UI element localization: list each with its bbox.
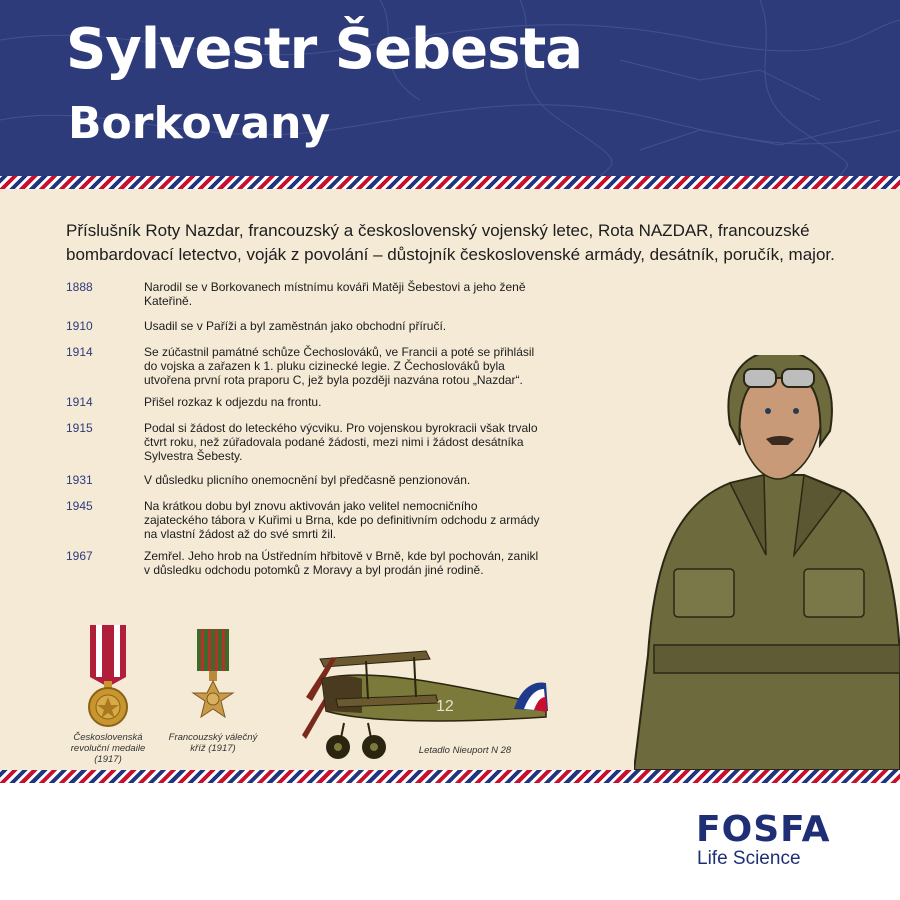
- timeline-year: 1910: [66, 319, 93, 333]
- plane-caption: Letadlo Nieuport N 28: [418, 745, 512, 756]
- intro-paragraph: Příslušník Roty Nazdar, francouzský a československý vojenský letec, Rota NAZDAR, francouzské bombardovací letectvo, voják z povolání – důstojník československé armády, desátník, poručík, major.: [66, 221, 835, 264]
- timeline-year: 1931: [66, 473, 93, 487]
- aviator-portrait-icon: [634, 355, 900, 770]
- medal-1-caption: Československá revoluční medaile (1917): [70, 732, 146, 765]
- plane-number: 12: [436, 698, 454, 715]
- timeline-text: Na krátkou dobu byl znovu aktivován jako velitel nemocničního zajateckého tábora v Kuřimi u Brna, kde po definitivním odchodu z armády na vlastní žádost až do své smrti žil.: [144, 499, 540, 541]
- timeline-text: Narodil se v Borkovanech místnímu kováři Matěji Šebestovi a jeho ženě Kateřině.: [144, 280, 526, 308]
- timeline-text: V důsledku plicního onemocnění byl předčasně penzionován.: [144, 473, 471, 487]
- timeline-year: 1888: [66, 280, 93, 294]
- timeline-year: 1914: [66, 345, 93, 359]
- timeline-text: Přišel rozkaz k odjezdu na frontu.: [144, 395, 322, 409]
- war-cross-icon: [191, 629, 235, 727]
- timeline-year: 1915: [66, 421, 93, 435]
- timeline-text: Se zúčastnil památné schůze Čechoslováků, ve Francii a poté se přihlásil do vojska a zařazen k 1. pluku cizinecké legie. Z Čechoslováků byla utvořena první rota praporu C, jež byla později nazvána rotou „Nazdar“.: [144, 345, 535, 387]
- timeline-text: Podal si žádost do leteckého výcviku. Pro vojenskou byrokracii však trvalo čtvrt roku, než zúřadovala podané žádosti, mezi nimi i žádost desátníka Sylvestra Šebesty.: [144, 421, 538, 463]
- timeline-year: 1967: [66, 549, 93, 563]
- timeline-year: 1945: [66, 499, 93, 513]
- page-title: Sylvestr Šebesta: [66, 17, 582, 82]
- tricolor-border-bottom: [0, 770, 900, 783]
- fosfa-tagline: Life Science: [697, 848, 801, 869]
- timeline-year: 1914: [66, 395, 93, 409]
- tricolor-border-top: [0, 176, 900, 189]
- header-banner: [0, 0, 900, 176]
- revolutionary-medal-icon: [82, 625, 134, 729]
- content-panel: [0, 189, 900, 770]
- medal-2-caption: Francouzský válečný kříž (1917): [168, 732, 258, 754]
- timeline-text: Zemřel. Jeho hrob na Ústředním hřbitově v Brně, kde byl pochován, zanikl v důsledku odchodu potomků z Moravy a byl prodán jiné rodině.: [144, 549, 539, 577]
- page-subtitle: Borkovany: [68, 98, 331, 149]
- timeline-text: Usadil se v Paříži a byl zaměstnán jako obchodní příručí.: [144, 319, 447, 333]
- fosfa-logo: FOSFA: [696, 809, 831, 850]
